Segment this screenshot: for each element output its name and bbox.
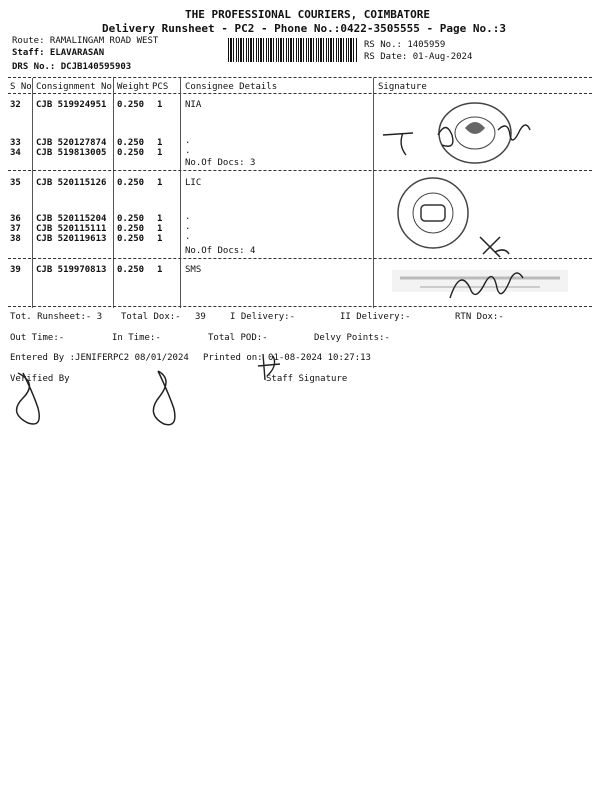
table-row: 36 [10, 214, 21, 224]
pcs-value: 1 [157, 224, 163, 234]
table-row: 39 [10, 265, 21, 275]
pcs-value: 1 [157, 178, 163, 188]
company-title: THE PROFESSIONAL COURIERS, COIMBATORE [185, 8, 431, 21]
consignment-number: CJB 520115111 [36, 224, 107, 234]
weight-value: 0.250 [117, 224, 145, 234]
col-sno: S No [10, 82, 32, 92]
weight-value: 0.250 [117, 178, 145, 188]
rtn-dox: RTN Dox:- [455, 312, 504, 322]
pcs-value: 1 [157, 265, 163, 275]
col-consignee: Consignee Details [185, 82, 278, 92]
staff-signature: Staff Signature [266, 374, 348, 384]
signature-row-35-icon [475, 232, 515, 262]
entered-by: Entered By :JENIFERPC2 08/01/2024 [10, 353, 189, 363]
table-row: 34 [10, 148, 21, 158]
barcode [228, 38, 358, 62]
delvy-points: Delvy Points:- [314, 333, 390, 343]
rs-date: RS Date: 01-Aug-2024 [364, 52, 473, 62]
pcs-value: 1 [157, 100, 163, 110]
out-time: Out Time:- [10, 333, 65, 343]
consignee-name: . [185, 232, 191, 242]
table-row: 37 [10, 224, 21, 234]
consignee-name: LIC [185, 178, 202, 188]
consignment-number: CJB 519924951 [36, 100, 107, 110]
col-pcs: PCS [152, 82, 169, 92]
weight-value: 0.250 [117, 148, 145, 158]
second-signature-icon [138, 366, 188, 428]
pcs-value: 1 [157, 214, 163, 224]
lic-stamp-icon [395, 175, 471, 251]
docs-count: No.Of Docs: 3 [185, 158, 256, 168]
consignment-number: CJB 519813005 [36, 148, 107, 158]
table-row: 33 [10, 138, 21, 148]
in-time: In Time:- [112, 333, 161, 343]
consignment-number: CJB 520127874 [36, 138, 107, 148]
consignee-name: . [185, 212, 191, 222]
route-label: Route: RAMALINGAM ROAD WEST [12, 36, 159, 46]
consignee-name: . [185, 146, 191, 156]
ii-delivery: II Delivery:- [340, 312, 411, 322]
weight-value: 0.250 [117, 100, 145, 110]
rs-number: RS No.: 1405959 [364, 40, 446, 50]
total-dox-label: Total Dox:- [121, 312, 181, 322]
col-signature: Signature [378, 82, 427, 92]
consignee-name: SMS [185, 265, 202, 275]
consignment-number: CJB 519970813 [36, 265, 107, 275]
weight-value: 0.250 [117, 138, 145, 148]
tot-runsheet: Tot. Runsheet:- 3 [10, 312, 103, 322]
docs-count: No.Of Docs: 4 [185, 246, 256, 256]
signature-row-32-icon [378, 105, 558, 165]
weight-value: 0.250 [117, 265, 145, 275]
consignment-number: CJB 520119613 [36, 234, 107, 244]
printed-on: Printed on: 01-08-2024 10:27:13 [203, 353, 371, 363]
staff-signature-mark-icon [255, 352, 285, 382]
col-consignment: Consignment No [36, 82, 112, 92]
weight-value: 0.250 [117, 234, 145, 244]
table-row: 32 [10, 100, 21, 110]
runsheet-subtitle: Delivery Runsheet - PC2 - Phone No.:0422-3505555 - Page No.:3 [102, 22, 506, 35]
consignee-name: NIA [185, 100, 202, 110]
weight-value: 0.250 [117, 214, 145, 224]
total-dox-value: 39 [195, 312, 206, 322]
i-delivery: I Delivery:- [230, 312, 296, 322]
staff-label: Staff: ELAVARASAN [12, 48, 105, 58]
table-row: 35 [10, 178, 21, 188]
pcs-value: 1 [157, 234, 163, 244]
verified-signature-icon [8, 368, 58, 428]
consignment-number: CJB 520115204 [36, 214, 107, 224]
col-weight: Weight [117, 82, 150, 92]
pcs-value: 1 [157, 138, 163, 148]
pcs-value: 1 [157, 148, 163, 158]
consignee-name: . [185, 136, 191, 146]
table-row: 38 [10, 234, 21, 244]
consignment-number: CJB 520115126 [36, 178, 107, 188]
signature-row-39-icon [445, 268, 535, 308]
total-pod: Total POD:- [208, 333, 268, 343]
verified-by: Verified By [10, 374, 70, 384]
drs-number: DRS No.: DCJB140595903 [12, 62, 132, 72]
consignee-name: . [185, 222, 191, 232]
